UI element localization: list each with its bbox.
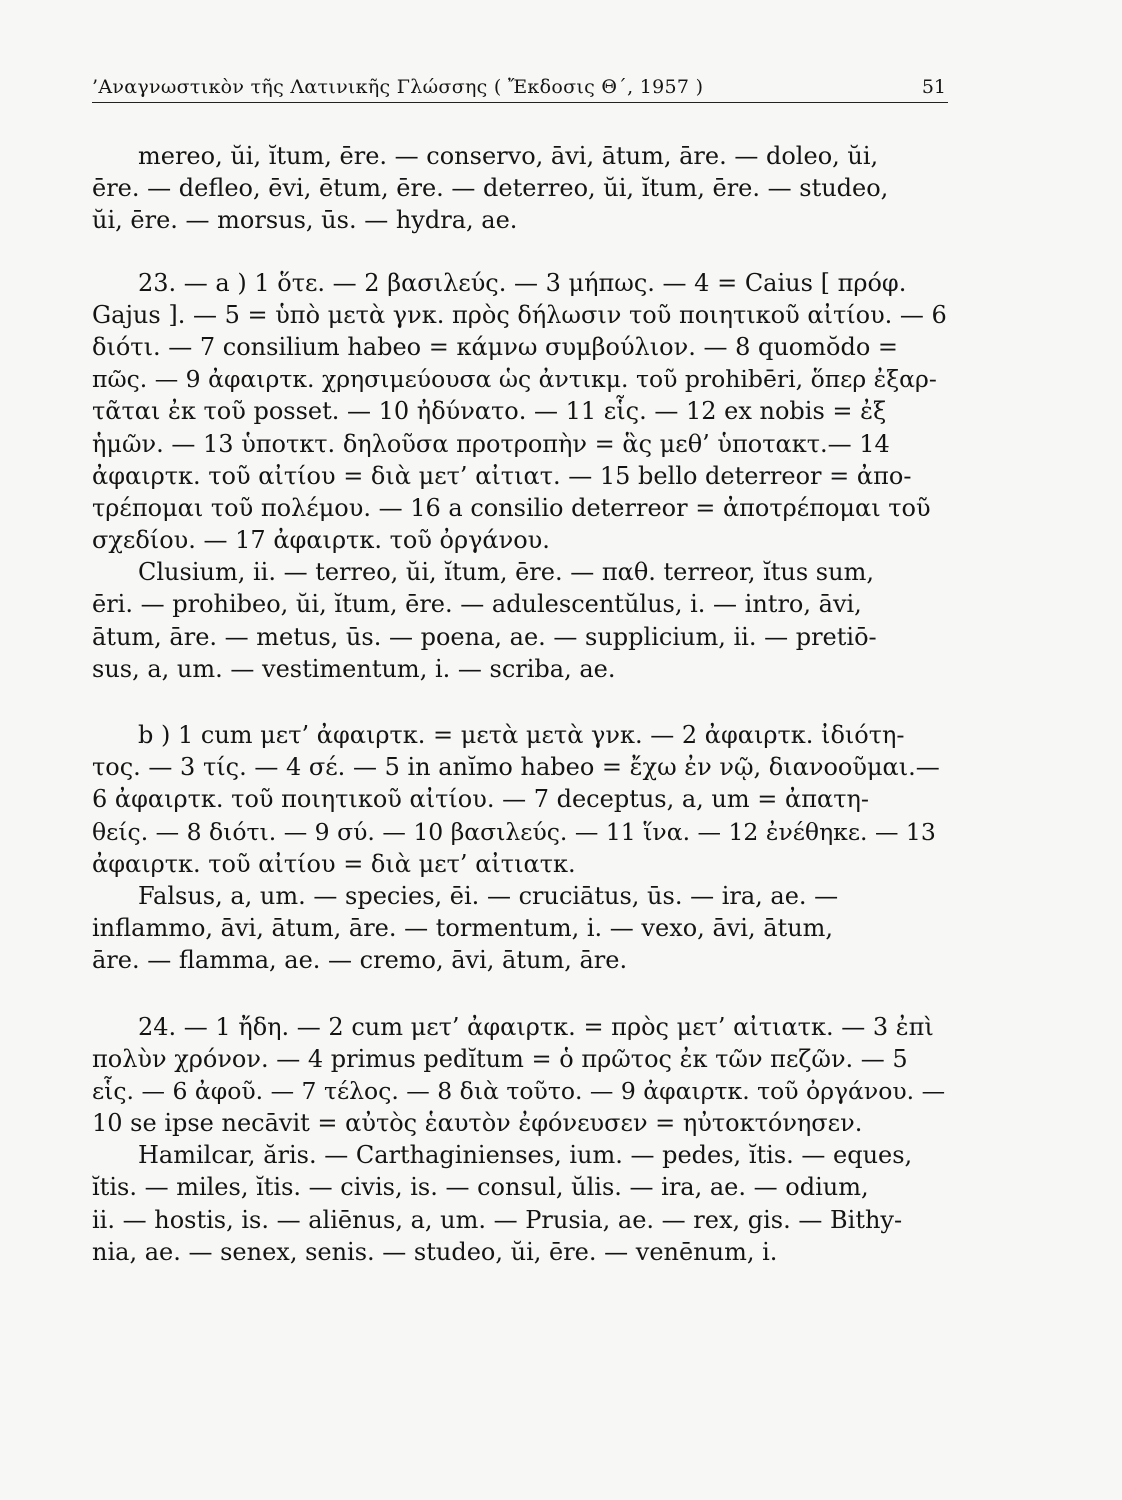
text-line: ἀφαιρτκ. τοῦ αἰτίου = διὰ μετ’ αἰτιατκ. bbox=[92, 849, 576, 878]
text-line: ēre. — defleo, ēvi, ētum, ēre. — deterreo, ŭi, ĭtum, ēre. — studeo, bbox=[92, 174, 889, 203]
running-header bbox=[92, 72, 948, 103]
page-number: 51 bbox=[921, 76, 946, 98]
text-line: ēri. — prohibeo, ŭi, ĭtum, ēre. — adulescentŭlus, i. — intro, āvi, bbox=[92, 590, 862, 619]
text-line: ātum, āre. — metus, ūs. — poena, ae. — supplicium, ii. — pretiō- bbox=[92, 622, 877, 651]
text-line: εἷς. — 6 ἀφοῦ. — 7 τέλος. — 8 διὰ τοῦτο. — 9 ἀφαιρτκ. τοῦ ὀργάνου. — bbox=[92, 1076, 946, 1105]
text-line: τρέπομαι τοῦ πολέμου. — 16 a consilio deterreor = ἀποτρέπομαι τοῦ bbox=[92, 493, 931, 522]
text-line: πολὺν χρόνον. — 4 primus pedĭtum = ὁ πρῶτος ἐκ τῶν πεζῶν. — 5 bbox=[92, 1044, 908, 1073]
text-line: sus, a, um. — vestimentum, i. — scriba, ae. bbox=[92, 654, 616, 683]
section-heading-line: 24. — 1 ἤδη. — 2 cum μετ’ ἀφαιρτκ. = πρὸς μετ’ αἰτιατκ. — 3 ἐπὶ bbox=[138, 1012, 934, 1041]
text-line: 10 se ipse necāvit = αὐτὸς ἑαυτὸν ἐφόνευσεν = ηὐτοκτόνησεν. bbox=[92, 1109, 863, 1138]
text-line: mereo, ŭi, ĭtum, ēre. — conservo, āvi, ātum, āre. — doleo, ŭi, bbox=[138, 142, 879, 170]
text-line: āre. — flamma, ae. — cremo, āvi, ātum, āre. bbox=[92, 946, 628, 975]
text-line: Clusium, ii. — terreo, ŭi, ĭtum, ēre. — παθ. terreor, ĭtus sum, bbox=[138, 558, 874, 587]
text-line: 6 ἀφαιρτκ. τοῦ ποιητικοῦ αἰτίου. — 7 deceptus, a, um = ἀπατη- bbox=[92, 785, 869, 814]
text-line: ĭtis. — miles, ĭtis. — civis, is. — consul, ŭlis. — ira, ae. — odium, bbox=[92, 1173, 869, 1202]
text-line: Gajus ]. — 5 = ὑπὸ μετὰ γνκ. πρὸς δήλωσιν τοῦ ποιητικοῦ αἰτίου. — 6 bbox=[92, 300, 947, 329]
section-heading-line: 23. — a ) 1 ὅτε. — 2 βασιλεύς. — 3 μήπως. — 4 = Caius [ πρόφ. bbox=[138, 268, 907, 297]
text-line: διότι. — 7 consilium habeo = κάμνω συμβούλιον. — 8 quomŏdo = bbox=[92, 332, 899, 361]
text-line: nia, ae. — senex, senis. — studeo, ŭi, ēre. — venēnum, i. bbox=[92, 1237, 778, 1266]
text-line: ἡμῶν. — 13 ὑποτκτ. δηλοῦσα προτροπὴν = ἃς μεθ’ ὑποτακτ.— 14 bbox=[92, 429, 890, 458]
text-line: ἀφαιρτκ. τοῦ αἰτίου = διὰ μετ’ αἰτιατ. — 15 bello deterreor = ἀπο- bbox=[92, 461, 912, 490]
text-line: ii. — hostis, is. — aliēnus, a, um. — Prusia, ae. — rex, gis. — Bithy- bbox=[92, 1205, 903, 1234]
text-line: πῶς. — 9 ἀφαιρτκ. χρησιμεύουσα ὡς ἀντικμ. τοῦ prohibēri, ὅπερ ἐξαρ- bbox=[92, 365, 937, 394]
header-title: ’Αναγνωστικὸν τῆς Λατινικῆς Γλώσσης ( Ἔκδοσις Θ΄, 1957 ) bbox=[92, 76, 704, 98]
text-line: Hamilcar, ăris. — Carthaginienses, ium. — pedes, ĭtis. — eques, bbox=[138, 1141, 913, 1170]
text-line: τᾶται ἐκ τοῦ posset. — 10 ἠδύνατο. — 11 εἷς. — 12 ex nobis = ἐξ bbox=[92, 397, 887, 426]
text-line: τος. — 3 τίς. — 4 σέ. — 5 in anĭmo habeo = ἔχω ἐν νῷ, διανοοῦμαι.— bbox=[92, 753, 940, 782]
text-line: σχεδίου. — 17 ἀφαιρτκ. τοῦ ὀργάνου. bbox=[92, 526, 550, 555]
text-line: ŭi, ēre. — morsus, ūs. — hydra, ae. bbox=[92, 206, 518, 235]
page-body bbox=[92, 140, 948, 1268]
text-line: Falsus, a, um. — species, ēi. — cruciātus, ūs. — ira, ae. — bbox=[138, 881, 839, 910]
section-heading-line: b ) 1 cum μετ’ ἀφαιρτκ. = μετὰ μετὰ γνκ. — 2 ἀφαιρτκ. ἰδιότη- bbox=[138, 721, 905, 749]
text-line: inflammo, āvi, ātum, āre. — tormentum, i. — vexo, āvi, ātum, bbox=[92, 914, 834, 943]
text-line: θείς. — 8 διότι. — 9 σύ. — 10 βασιλεύς. — 11 ἵνα. — 12 ἐνέθηκε. — 13 bbox=[92, 817, 936, 846]
